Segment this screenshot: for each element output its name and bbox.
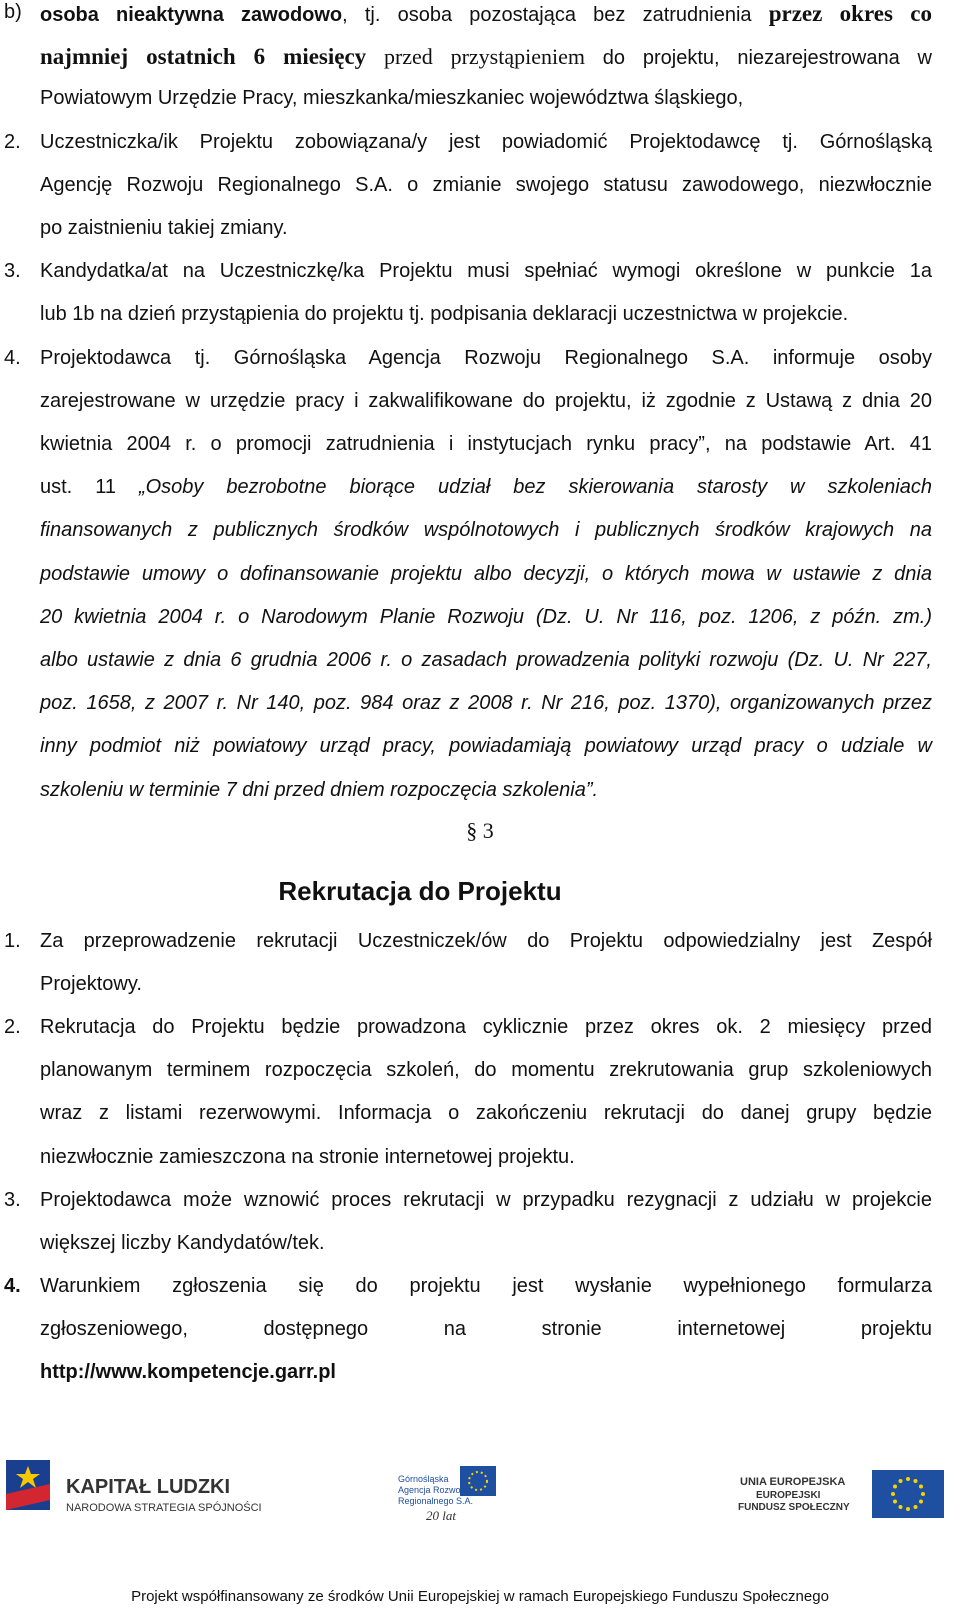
text-line <box>0 1102 960 1145</box>
eu-star <box>893 1485 897 1489</box>
kapital-ludzki-title: KAPITAŁ LUDZKI <box>66 1476 231 1498</box>
list-number: 2. <box>4 130 21 153</box>
eu-star <box>899 1479 903 1483</box>
eu-star <box>914 1505 918 1509</box>
text-segment: albo ustawie z dnia 6 grudnia 2006 r. o zasadach prowadzenia polityki rozwoju (Dz. U. Nr 227, <box>40 649 932 671</box>
line-text <box>40 217 288 240</box>
text-line <box>0 44 960 87</box>
footer-caption: Projekt współfinansowany ze środków Unii Europejskiej w ramach Europejskiego Funduszu Społecznego <box>131 1588 829 1605</box>
text-segment: szkoleniu w terminie 7 dni przed dniem rozpoczęcia szkolenia”. <box>40 778 599 801</box>
text-segment: przed przystąpieniem <box>366 44 585 70</box>
line-text <box>40 476 932 499</box>
eu-star <box>891 1492 895 1496</box>
eu-star <box>914 1479 918 1483</box>
eu-star <box>921 1492 925 1496</box>
text-line <box>0 1059 960 1102</box>
text-segment: Rekrutacja do Projektu będzie prowadzona cyklicznie przez okres ok. 2 miesięcy przed <box>40 1016 932 1039</box>
text-segment: do projektu, niezarejestrowana w <box>584 47 932 70</box>
list-number: 3. <box>4 260 21 283</box>
eu-line1: UNIA EUROPEJSKA <box>740 1476 846 1488</box>
line-text <box>40 1275 932 1298</box>
text-segment: wraz z listami rezerwowymi. Informacja o zakończeniu rekrutacji do danej grupy będzie <box>40 1102 932 1125</box>
text-segment: finansowanych z publicznych środków wspólnotowych i publicznych środków krajowych na <box>40 519 932 542</box>
text-segment: zarejestrowane w urzędzie pracy i zakwalifikowane do projektu, iż zgodnie z Ustawą z dnia 20 <box>40 389 932 412</box>
eu-line3: FUNDUSZ SPOŁECZNY <box>738 1502 850 1513</box>
text-line <box>0 1146 960 1189</box>
line-text <box>40 1102 932 1125</box>
line-text <box>40 433 932 456</box>
section-mark: § 3 <box>466 818 494 843</box>
text-segment: Powiatowym Urzędzie Pracy, mieszkanka/mieszkaniec województwa śląskiego, <box>40 87 744 110</box>
text-segment: , tj. osoba pozostająca bez zatrudnienia <box>342 4 769 26</box>
text-line <box>0 260 960 303</box>
text-segment: przez okres co <box>768 1 932 26</box>
eu-star <box>893 1500 897 1504</box>
list-number: 1. <box>4 930 21 952</box>
text-line <box>0 1361 960 1404</box>
list-number: 4. <box>4 1274 21 1297</box>
line-text <box>40 1318 932 1341</box>
text-segment: ust. 11 <box>40 476 139 499</box>
list-number: 4. <box>4 346 21 369</box>
line-text <box>40 1 932 27</box>
section-heading: Rekrutacja do Projektu <box>278 876 562 906</box>
text-segment: Projektodawca może wznowić proces rekrutacji w przypadku rezygnacji z udziału w projekcie <box>40 1188 932 1211</box>
list-number: 2. <box>4 1016 21 1039</box>
text-line <box>0 563 960 606</box>
line-text <box>40 563 932 586</box>
text-line <box>0 1016 960 1059</box>
line-text <box>40 174 932 197</box>
line-text <box>40 44 932 70</box>
eu-star <box>906 1507 910 1511</box>
text-line <box>0 217 960 260</box>
eu-star <box>906 1477 910 1481</box>
text-line <box>0 87 960 130</box>
line-text <box>40 1189 932 1212</box>
text-segment: większej liczby Kandydatów/tek. <box>40 1231 325 1254</box>
garr-line1: Górnośląska <box>398 1474 449 1484</box>
text-line <box>0 735 960 778</box>
text-line <box>0 1275 960 1318</box>
line-text <box>40 649 932 672</box>
text-line <box>0 519 960 562</box>
text-segment: lub 1b na dzień przystąpienia do projektu tj. podpisania deklaracji uczestnictwa w projekcie. <box>40 303 849 326</box>
garr-line3: Regionalnego S.A. <box>398 1496 474 1506</box>
list-number: b) <box>4 1 22 23</box>
line-text <box>40 347 932 370</box>
text-segment: poz. 1658, z 2007 r. Nr 140, poz. 984 oraz z 2008 r. Nr 216, poz. 1370), organizowanych przez <box>40 692 932 715</box>
line-text <box>40 606 932 629</box>
text-segment: zgłoszeniowego, dostępnego na stronie internetowej projektu <box>40 1317 932 1340</box>
text-segment: osoba nieaktywna zawodowo <box>40 4 343 26</box>
eu-star <box>919 1500 923 1504</box>
line-text <box>40 1016 932 1039</box>
line-text <box>40 1232 325 1255</box>
line-text <box>40 260 932 283</box>
text-line <box>0 1189 960 1232</box>
text-segment: inny podmiot niż powiatowy urząd pracy, powiadamiają powiatowy urząd pracy o udziale w <box>40 735 932 758</box>
text-segment[interactable]: http://www.kompetencje.garr.pl <box>40 1361 336 1383</box>
text-segment: Uczestniczka/ik Projektu zobowiązana/y jest powiadomić Projektodawcę tj. Górnośląską <box>40 130 932 153</box>
line-text <box>40 390 932 413</box>
text-line <box>0 1318 960 1361</box>
eu-star <box>899 1505 903 1509</box>
footer-logos <box>0 1460 960 1560</box>
text-segment: planowanym terminem rozpoczęcia szkoleń, do momentu zrekrutowania grup szkoleniowych <box>40 1059 932 1082</box>
line-text <box>40 519 932 542</box>
line-text <box>40 1146 575 1169</box>
text-segment: po zaistnieniu takiej zmiany. <box>40 217 288 239</box>
text-segment: Warunkiem zgłoszenia się do projektu jest wysłanie wypełnionego formularza <box>40 1274 932 1297</box>
text-segment: najmniej ostatnich 6 miesięcy <box>40 44 367 70</box>
text-segment: niezwłocznie zamieszczona na stronie internetowej projektu. <box>40 1145 575 1168</box>
text-line <box>0 779 960 822</box>
kapital-ludzki-subtitle: NARODOWA STRATEGIA SPÓJNOŚCI <box>66 1502 262 1514</box>
line-text <box>40 973 142 996</box>
line-text <box>40 692 932 715</box>
text-segment: Agencję Rozwoju Regionalnego S.A. o zmianie swojego statusu zawodowego, niezwłocznie <box>40 173 932 196</box>
text-segment: „Osoby bezrobotne biorące udział bez skierowania starosty w szkoleniach <box>138 476 932 499</box>
eu-line2: EUROPEJSKI <box>756 1490 821 1501</box>
eu-star <box>919 1485 923 1489</box>
text-line <box>0 347 960 390</box>
line-text <box>40 303 848 326</box>
text-line <box>0 692 960 735</box>
text-segment: Projektodawca tj. Górnośląska Agencja Rozwoju Regionalnego S.A. informuje osoby <box>40 346 932 369</box>
kapital-ludzki-emblem <box>6 1460 50 1524</box>
text-line <box>0 973 960 1016</box>
list-number: 3. <box>4 1188 21 1211</box>
line-text <box>40 735 932 758</box>
text-line <box>0 390 960 433</box>
text-line <box>0 1 960 44</box>
text-line <box>0 606 960 649</box>
garr-line2: Agencja Rozwoju <box>398 1485 468 1495</box>
line-text <box>40 930 932 953</box>
line-text <box>40 1059 932 1082</box>
text-line <box>0 1232 960 1275</box>
text-segment: kwietnia 2004 r. o promocji zatrudnienia i instytucjach rynku pracy”, na podstawie Art. 41 <box>40 433 932 455</box>
text-line <box>0 174 960 217</box>
text-segment: Za przeprowadzenie rekrutacji Uczestniczek/ów do Projektu odpowiedzialny jest Zespół <box>40 930 932 952</box>
text-line <box>0 131 960 174</box>
text-segment: 20 kwietnia 2004 r. o Narodowym Planie Rozwoju (Dz. U. Nr 116, poz. 1206, z późn. zm.) <box>40 605 932 628</box>
garr-years: 20 lat <box>426 1508 456 1523</box>
text-line <box>0 930 960 973</box>
eu-flag-icon <box>872 1470 944 1518</box>
text-line <box>0 649 960 692</box>
text-segment: Kandydatka/at na Uczestniczkę/ka Projektu musi spełniać wymogi określone w punkcie 1a <box>40 260 932 283</box>
text-segment: podstawie umowy o dofinansowanie projektu albo decyzji, o których mowa w ustawie z dnia <box>40 562 932 585</box>
line-text <box>40 131 932 154</box>
line-text <box>40 1361 336 1384</box>
text-segment: Projektowy. <box>40 973 142 996</box>
text-line <box>0 303 960 346</box>
line-text <box>40 87 743 110</box>
text-line <box>0 476 960 519</box>
text-line <box>0 433 960 476</box>
line-text <box>40 779 598 802</box>
